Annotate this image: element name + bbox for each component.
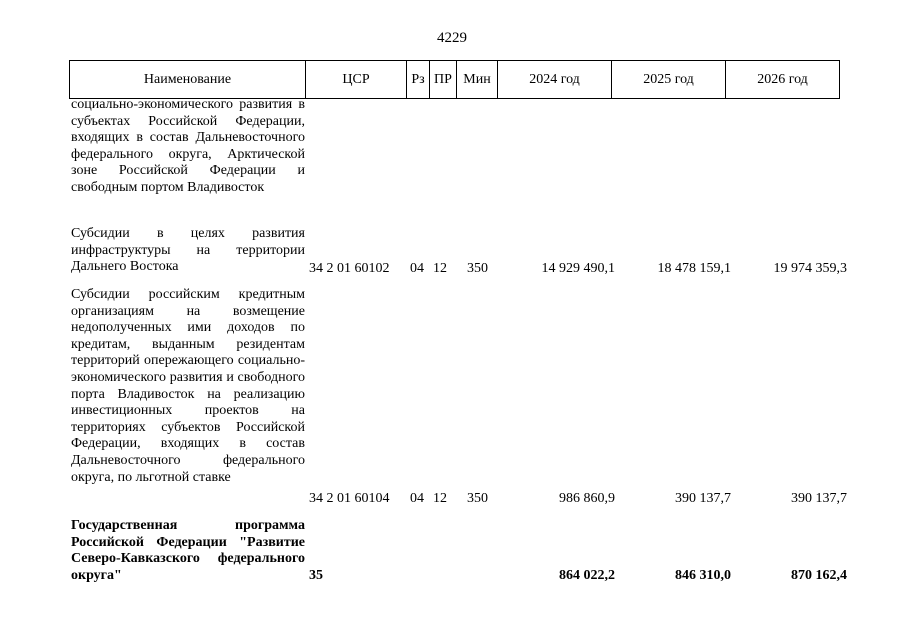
row-pr: 12: [433, 261, 447, 276]
header-rz: Рз: [407, 61, 430, 99]
header-2024: 2024 год: [498, 61, 612, 99]
row-pr: 12: [433, 491, 447, 506]
row-name: Субсидии в целях развития инфраструктуры на территории Дальнего Востока: [71, 226, 305, 275]
row-2025: 846 310,0: [675, 568, 731, 583]
row-2026: 390 137,7: [791, 491, 847, 506]
row-2024: 864 022,2: [559, 568, 615, 583]
row-2025: 390 137,7: [675, 491, 731, 506]
row-csr: 34 2 01 60102: [309, 261, 390, 276]
continuation-name: социально-экономического развития в субъектах Российской Федерации, входящих в состав Дальневосточного федерального округа, Арктической зоне Российской Федерации и свободным портом Владивосток: [71, 97, 305, 195]
header-2026: 2026 год: [726, 61, 840, 99]
table-header: [69, 60, 840, 99]
row-min: 350: [467, 491, 488, 506]
header-name: Наименование: [70, 61, 306, 99]
header-pr: ПР: [430, 61, 457, 99]
row-name: Субсидии российским кредитным организациям на возмещение недополученных ими доходов по кредитам, выданным резидентам территорий опережающего социально-экономического развития и свободного порта Владивосток на реализацию инвестиционных проектов на территориях субъектов Российской Федерации, входящих в состав Дальневосточного федерального округа, по льготной ставке: [71, 287, 305, 485]
row-rz: 04: [410, 261, 424, 276]
row-name: Государственная программа Российской Федерации "Развитие Северо-Кавказского федерального округа": [71, 518, 305, 583]
header-min: Мин: [457, 61, 498, 99]
row-2025: 18 478 159,1: [657, 261, 731, 276]
row-2026: 870 162,4: [791, 568, 847, 583]
row-rz: 04: [410, 491, 424, 506]
header-row: [70, 61, 840, 99]
header-csr: ЦСР: [306, 61, 407, 99]
page-number: 4229: [437, 30, 467, 46]
row-2026: 19 974 359,3: [773, 261, 847, 276]
row-2024: 14 929 490,1: [541, 261, 615, 276]
row-min: 350: [467, 261, 488, 276]
row-csr: 35: [309, 568, 323, 583]
row-csr: 34 2 01 60104: [309, 491, 390, 506]
row-2024: 986 860,9: [559, 491, 615, 506]
header-2025: 2025 год: [612, 61, 726, 99]
